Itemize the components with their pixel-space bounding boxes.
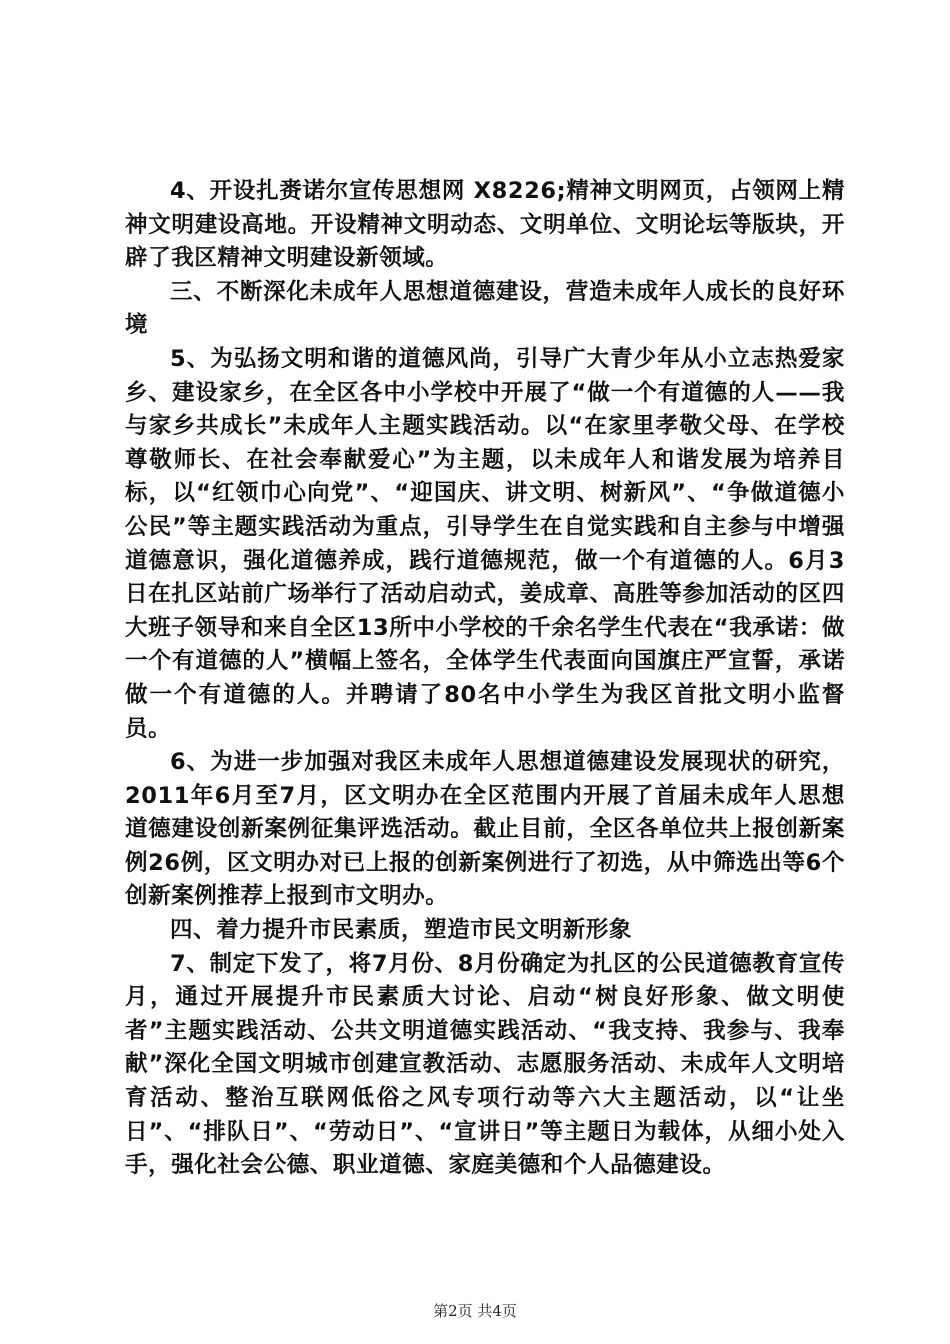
section-heading-3: 三、不断深化未成年人思想道德建设，营造未成年人成长的良好环境 [125,278,845,339]
document-body [125,175,845,1183]
paragraph-6: 6、为进一步加强对我区未成年人思想道德建设发展现状的研究，2011年6月至7月，区文明办在全区范围内开展了首届未成年人思想道德建设创新案例征集评选活动。截止目前，全区各单位共上报创新案例26例，区文明办对已上报的创新案例进行了初选，从中筛选出等6个创新案例推荐上报到市文明办。 [125,749,845,910]
paragraph-4: 4、开设扎赉诺尔宣传思想网 X8226;精神文明网页，占领网上精神文明建设高地。开设精神文明动态、文明单位、文明论坛等版块，开辟了我区精神文明建设新领域。 [125,178,845,272]
page-number-footer: 第2页 共4页 [433,1302,517,1320]
paragraph-5: 5、为弘扬文明和谐的道德风尚，引导广大青少年从小立志热爱家乡、建设家乡，在全区各中小学校中开展了“做一个有道德的人——我与家乡共成长”未成年人主题实践活动。以“在家里孝敬父母、在学校尊敬师长、在社会奉献爱心”为主题，以未成年人和谐发展为培养目标，以“红领巾心向党”、“迎国庆、讲文明、树新风”、“争做道德小公民”等主题实践活动为重点，引导学生在自觉实践和自主参与中增强道德意识，强化道德养成，践行道德规范，做一个有道德的人。6月3日在扎区站前广场举行了活动启动式，姜成章、高胜等参加活动的区四大班子领导和来自全区13所中小学校的千余名学生代表在“我承诺：做一个有道德的人”横幅上签名，全体学生代表面向国旗庄严宣誓，承诺做一个有道德的人。并聘请了80名中小学生为我区首批文明小监督员。 [125,345,845,742]
section-heading-4: 四、着力提升市民素质，塑造市民文明新形象 [170,917,633,944]
paragraph-7: 7、制定下发了，将7月份、8月份确定为扎区的公民道德教育宣传月，通过开展提升市民素质大讨论、启动“树良好形象、做文明使者”主题实践活动、公共文明道德实践活动、“我支持、我参与、我奉献”深化全国文明城市创建宣教活动、志愿服务活动、未成年人文明培育活动、整治互联网低俗之风专项行动等六大主题活动，以“让坐日”、“排队日”、“劳动日”、“宣讲日”等主题日为载体，从细小处入手，强化社会公德、职业道德、家庭美德和个人品德建设。 [125,950,845,1179]
